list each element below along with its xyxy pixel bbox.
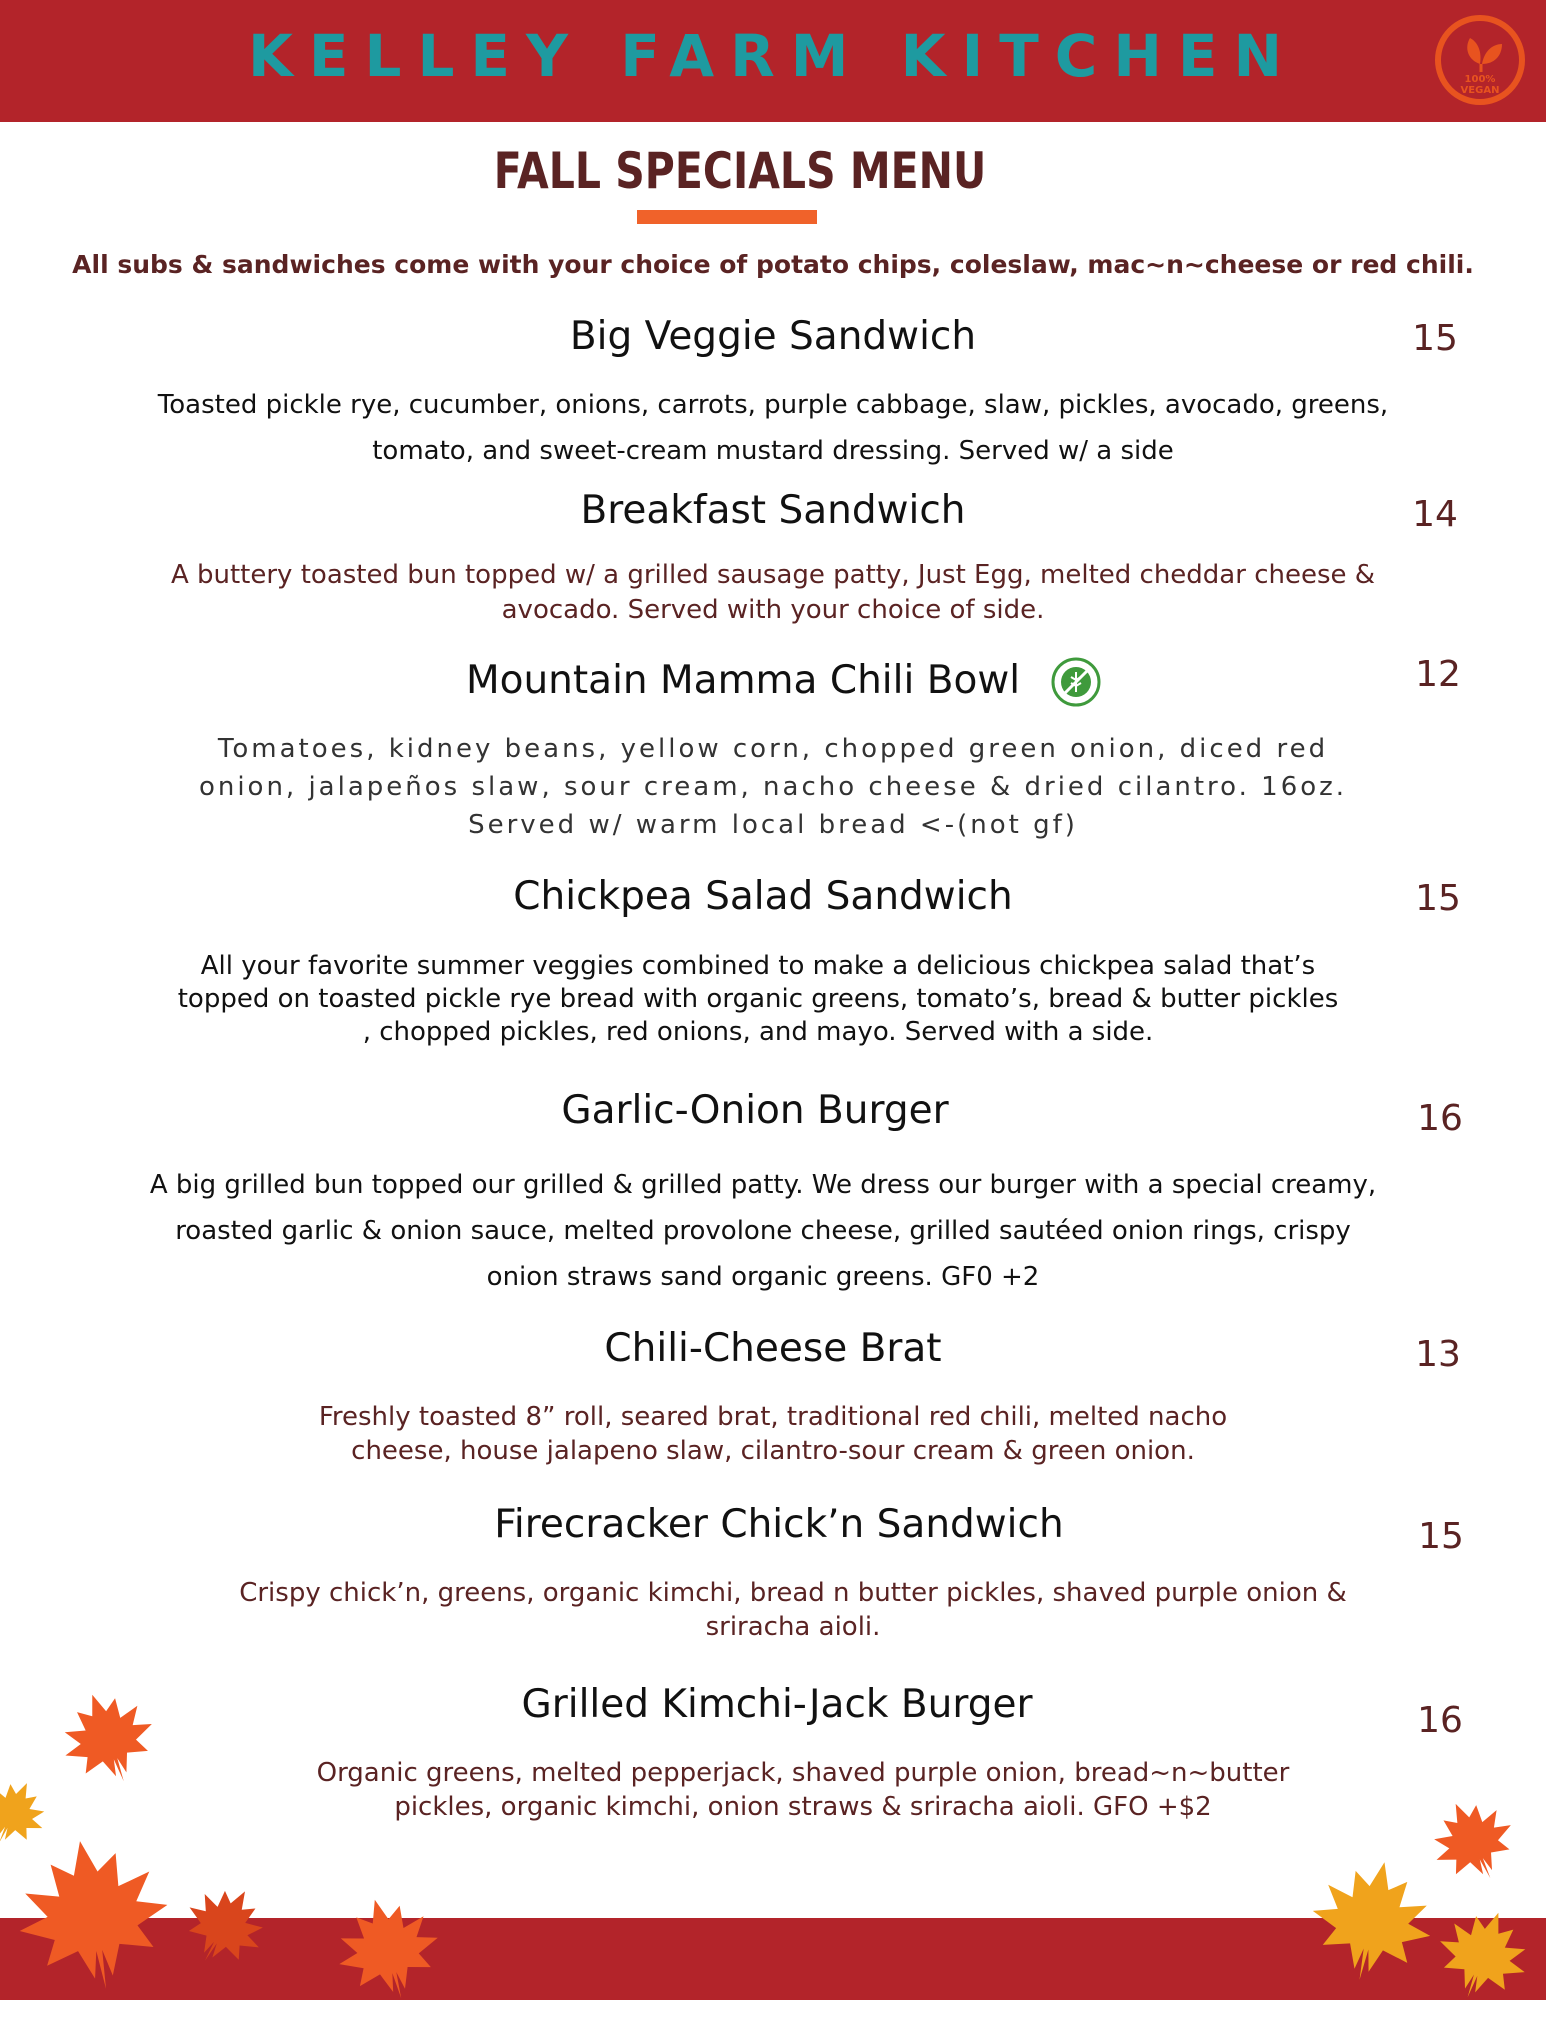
menu-item-description: A big grilled bun topped our grilled & grilled patty. We dress our burger with a special creamy, roasted garlic & onion sauce, melted provolone cheese, grilled sautéed onion rings, crispy onion straws sand organic greens. GF0 +2 — [149, 1170, 1377, 1292]
menu-item-description: Crispy chick’n, greens, organic kimchi, bread n butter pickles, shaved purple onion & sriracha aioli. — [239, 1578, 1347, 1642]
menu-item-name: Firecracker Chick’n Sandwich — [494, 1502, 1064, 1547]
sides-note: All subs & sandwiches come with your choice of potato chips, coleslaw, mac~n~cheese or red chili. — [72, 250, 1474, 279]
maple-leaf-icon — [6, 1828, 180, 2002]
menu-item-description: A buttery toasted bun topped w/ a grilled sausage patty, Just Egg, melted cheddar cheese & avocado. Served with your choice of side. — [170, 560, 1376, 625]
menu-item-description: Toasted pickle rye, cucumber, onions, carrots, purple cabbage, slaw, pickles, avocado, greens, tomato, and sweet-cream mustard dressing. Served w/ a side — [157, 390, 1389, 466]
menu-item-price: 15 — [1418, 1516, 1464, 1557]
menu-item-name: Mountain Mamma Chili Bowl — [465, 658, 1021, 703]
menu-item-price: 16 — [1417, 1700, 1463, 1741]
menu-item-price: 14 — [1412, 494, 1458, 535]
menu-item-price: 16 — [1417, 1098, 1463, 1139]
title-underline — [637, 210, 817, 224]
menu-item-price: 15 — [1412, 318, 1458, 359]
menu-item-name: Garlic-Onion Burger — [561, 1088, 949, 1133]
menu-item-price: 15 — [1415, 878, 1461, 919]
menu-item-description: Freshly toasted 8” roll, seared brat, traditional red chili, melted nacho cheese, house jalapeno slaw, cilantro-sour cream & green onion. — [318, 1402, 1228, 1466]
menu-item-name: Chili-Cheese Brat — [604, 1326, 942, 1371]
menu-title: FALL SPECIALS MENU — [493, 142, 987, 200]
menu-item-price: 12 — [1415, 654, 1461, 695]
menu-item-name: Breakfast Sandwich — [580, 488, 966, 533]
menu-item-description: Tomatoes, kidney beans, yellow corn, chopped green onion, diced red onion, jalapeños slaw, sour cream, nacho cheese & dried cilantro. 16oz. Served w/ warm local bread <-(not gf) — [198, 734, 1348, 840]
restaurant-name: KELLEY FARM KITCHEN — [247, 22, 1299, 90]
svg-text:100%: 100% — [1464, 74, 1496, 85]
menu-item-description: All your favorite summer veggies combined to make a delicious chickpea salad that’s topped on toasted pickle rye bread with organic greens, tomato’s, bread & butter pickles , chopped pickles, red onions, and mayo. Served with a side. — [177, 951, 1339, 1047]
menu-item-description: Organic greens, melted pepperjack, shaved purple onion, bread~n~butter pickles, organic kimchi, onion straws & sriracha aioli. GFO +$2 — [316, 1758, 1290, 1822]
menu-item-name: Big Veggie Sandwich — [569, 314, 977, 359]
vegan-badge-icon — [1432, 12, 1528, 108]
menu-item-name: Chickpea Salad Sandwich — [513, 874, 1013, 919]
gluten-free-icon — [1050, 656, 1102, 708]
menu-item-name: Grilled Kimchi-Jack Burger — [521, 1682, 1033, 1727]
menu-item-price: 13 — [1415, 1334, 1461, 1375]
svg-text:VEGAN: VEGAN — [1460, 85, 1500, 96]
